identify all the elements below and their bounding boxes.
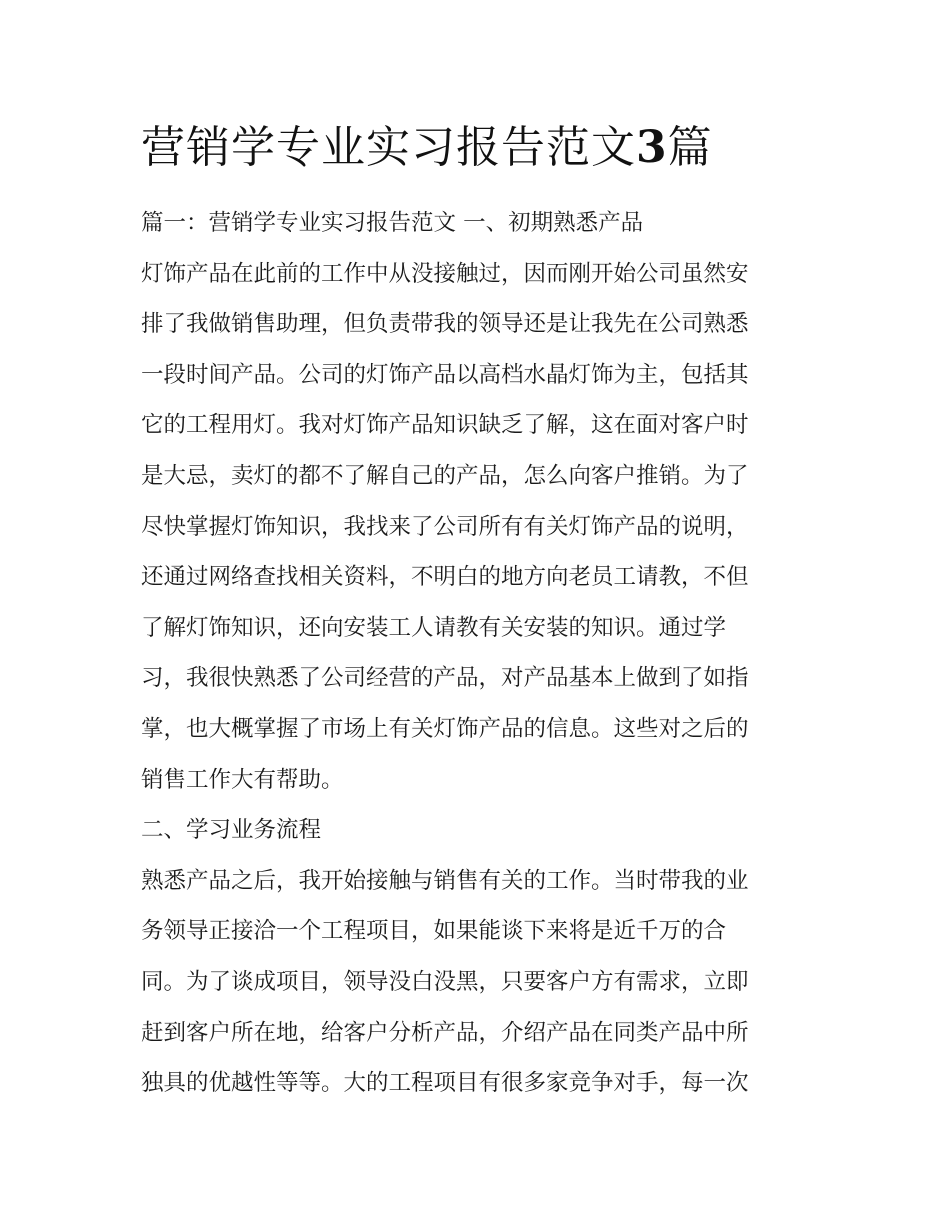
paragraph-line: 灯饰产品在此前的工作中从没接触过，因而刚开始公司虽然安 [141, 260, 749, 287]
document-body [141, 198, 821, 1109]
paragraph-line: 习，我很快熟悉了公司经营的产品，对产品基本上做到了如指 [141, 665, 749, 692]
paragraph-line: 了解灯饰知识，还向安装工人请教有关安装的知识。通过学 [141, 614, 727, 641]
title-number: 3 [636, 122, 668, 173]
paragraph-line: 同。为了谈成项目，领导没白没黑，只要客户方有需求，立即 [141, 968, 749, 995]
section-heading-1: 篇一：营销学专业实习报告范文 一、初期熟悉产品 [141, 210, 644, 236]
paragraph-line: 排了我做销售助理，但负责带我的领导还是让我先在公司熟悉 [141, 311, 749, 338]
section-heading-2: 二、学习业务流程 [141, 817, 322, 844]
paragraph-line: 是大忌，卖灯的都不了解自己的产品，怎么向客户推销。为了 [141, 462, 749, 489]
paragraph-line: 尽快掌握灯饰知识，我找来了公司所有有关灯饰产品的说明， [141, 513, 749, 540]
paragraph-line: 它的工程用灯。我对灯饰产品知识缺乏了解，这在面对客户时 [141, 412, 749, 439]
paragraph-line: 赶到客户所在地，给客户分析产品，介绍产品在同类产品中所 [141, 1019, 749, 1046]
title-text: 营销学专业实习报告范文 [141, 122, 636, 173]
paragraph-line: 务领导正接洽一个工程项目，如果能谈下来将是近千万的合 [141, 918, 727, 945]
paragraph-line: 销售工作大有帮助。 [141, 766, 344, 793]
paragraph-line: 一段时间产品。公司的灯饰产品以高档水晶灯饰为主，包括其 [141, 361, 749, 388]
paragraph-line: 还通过网络查找相关资料，不明白的地方向老员工请教，不但 [141, 564, 749, 591]
document-title [141, 112, 841, 184]
title-suffix: 篇 [667, 122, 713, 173]
paragraph-line: 熟悉产品之后，我开始接触与销售有关的工作。当时带我的业 [141, 867, 749, 894]
paragraph-line: 掌，也大概掌握了市场上有关灯饰产品的信息。这些对之后的 [141, 715, 749, 742]
paragraph-line: 独具的优越性等等。大的工程项目有很多家竞争对手，每一次 [141, 1070, 749, 1097]
